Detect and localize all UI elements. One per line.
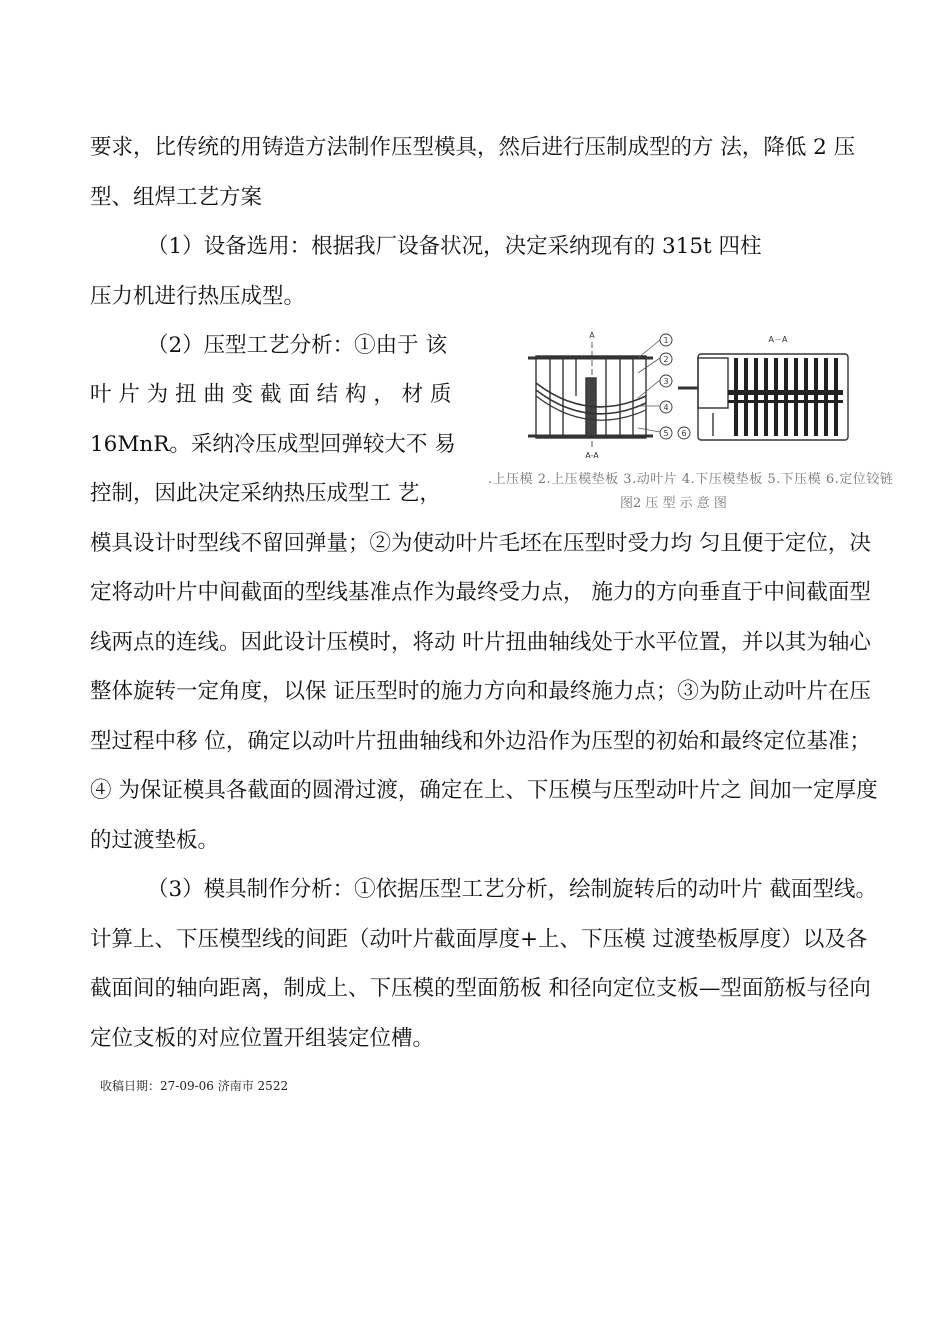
text-line-2: 型、组焊工艺方案 [90, 185, 263, 210]
text-line-8: 控制，因此决定采纳热压成型工 艺， [90, 481, 441, 506]
label-2: 2 [663, 355, 669, 364]
text-line-6: 叶 片 为 扭 曲 变 截 面 结 构 ， 材 质 [90, 382, 452, 407]
text-line-17: 计算上、下压模型线的间距（动叶片截面厚度+上、下压模 过渡垫板厚度）以及各 [90, 927, 868, 952]
cut-mark-bottom: A-A [585, 451, 599, 460]
text-line-3: （1）设备选用：根据我厂设备状况，决定采纳现有的 315t 四柱 [147, 234, 762, 259]
text-line-13: 型过程中移 位，确定以动叶片扭曲轴线和外边沿作为压型的初始和最终定位基准； [90, 729, 871, 754]
section-label: A－A [768, 335, 788, 344]
text-line-1: 要求，比传统的用铸造方法制作压型模具，然后进行压制成型的方 法，降低 2 压 [90, 135, 856, 160]
figure-caption: .上压模 2.上压模垫板 3.动叶片 4.下压模垫板 5.下压模 6.定位铰链 [488, 472, 894, 487]
label-4: 4 [663, 403, 669, 412]
label-6: 6 [681, 429, 687, 438]
text-line-11: 线两点的连线。因此设计压模时，将动 叶片扭曲轴线处于水平位置，并以其为轴心 [90, 630, 871, 655]
rib-plates [728, 358, 843, 436]
received-date-footnote: 收稿日期：27-09-06 济南市 2522 [100, 1079, 289, 1093]
press-die-diagram [488, 328, 868, 463]
text-line-5: （2）压型工艺分析：①由于 该 [147, 333, 448, 358]
label-3: 3 [663, 377, 669, 386]
text-line-4: 压力机进行热压成型。 [90, 284, 306, 309]
label-1: 1 [663, 336, 669, 345]
text-line-18: 截面间的轴向距离，制成上、下压模的型面筋板 和径向定位支板—型面筋板与径向 [90, 976, 871, 1001]
text-line-16: （3）模具制作分析：①依据压型工艺分析，绘制旋转后的动叶片 截面型线。 [147, 877, 878, 902]
text-line-10: 定将动叶片中间截面的型线基准点作为最终受力点， 施力的方向垂直于中间截面型 [90, 580, 871, 605]
label-5: 5 [663, 429, 669, 438]
text-line-19: 定位支板的对应位置开组装定位槽。 [90, 1026, 435, 1051]
text-line-12: 整体旋转一定角度，以保 证压型时的施力方向和最终施力点；③为防止动叶片在压 [90, 679, 871, 704]
text-line-15: 的过渡垫板。 [90, 828, 220, 853]
press-die-figure [488, 328, 894, 513]
text-line-14: ④ 为保证模具各截面的圆滑过渡，确定在上、下压模与压型动叶片之 间加一定厚度 [90, 778, 878, 803]
text-line-9: 模具设计时型线不留回弹量；②为使动叶片毛坯在压型时受力均 匀且便于定位，决 [90, 531, 871, 556]
cut-mark-top: A [589, 331, 595, 340]
text-line-7: 16MnR。采纳冷压成型回弹较大不 易 [90, 432, 456, 457]
figure-title: 图2 压 型 示 意 图 [620, 496, 727, 511]
